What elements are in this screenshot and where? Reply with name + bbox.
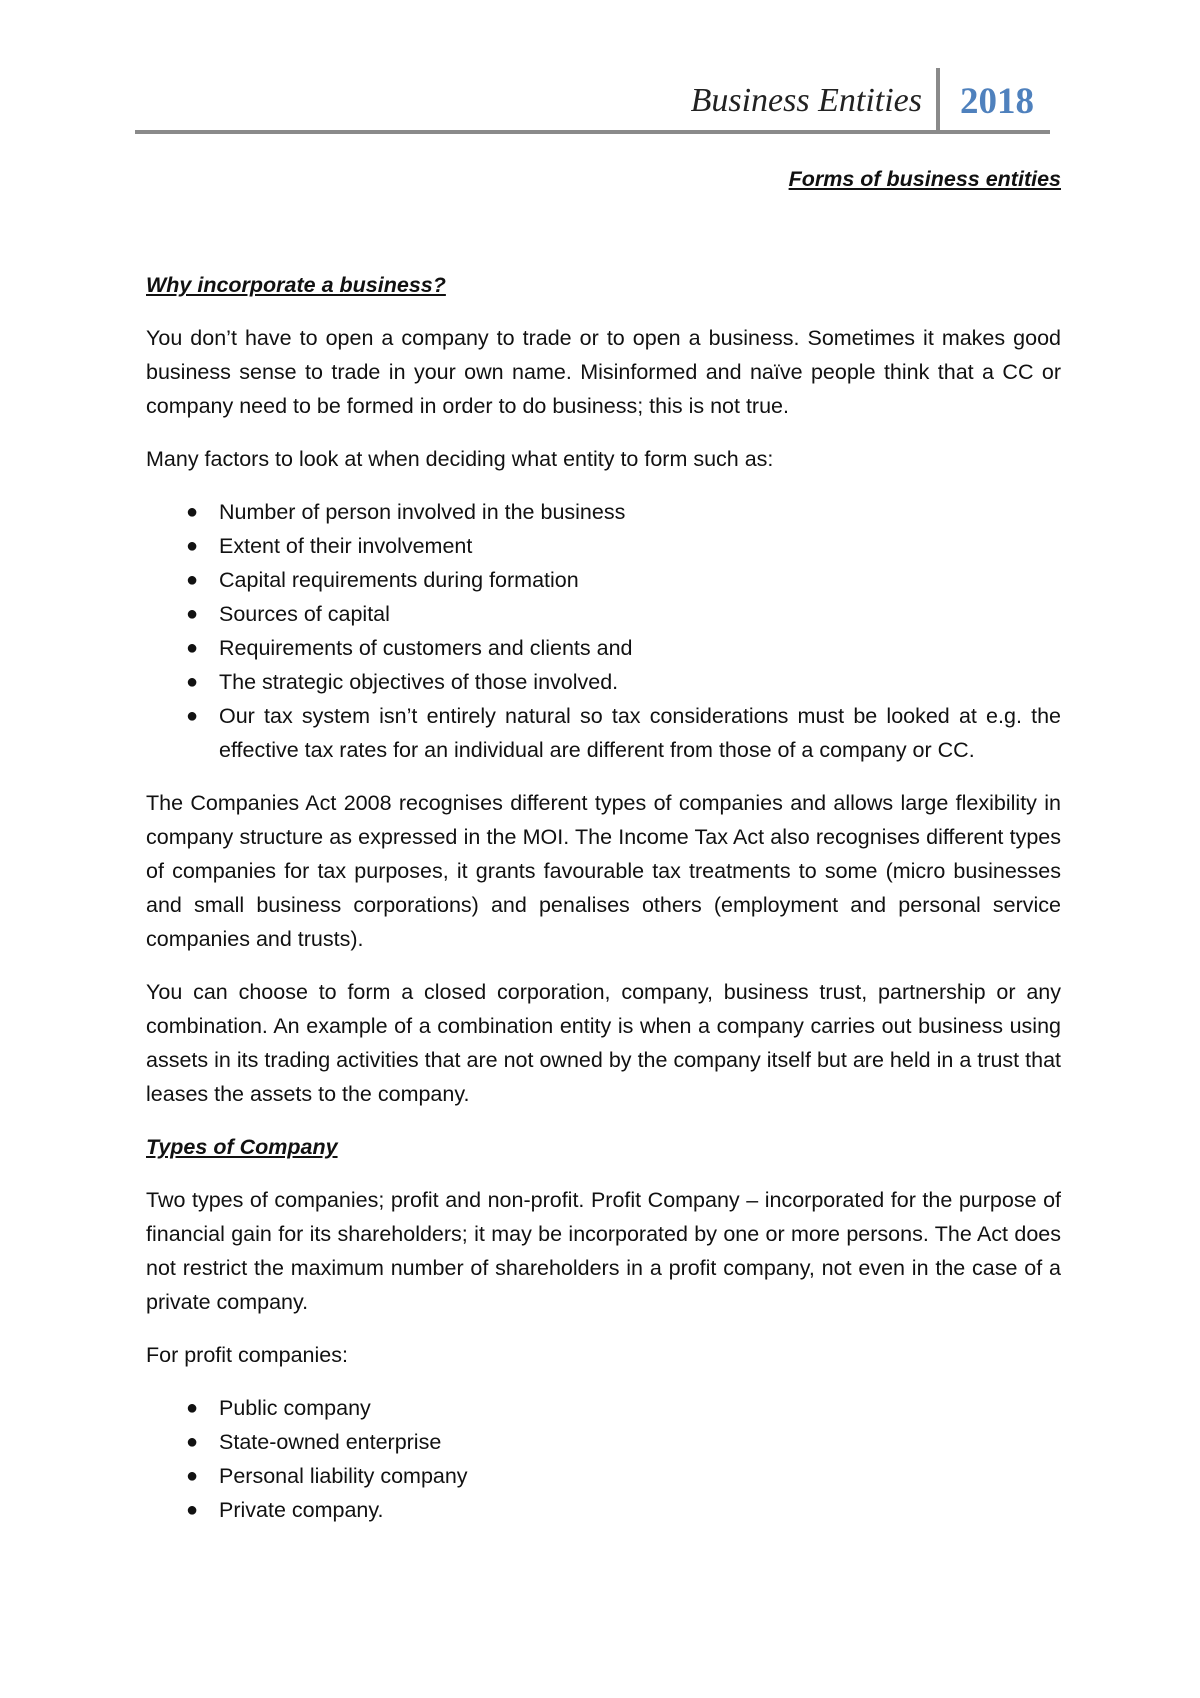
paragraph: The Companies Act 2008 recognises different types of companies and allows large flexibility in company structure as expressed in the MOI. The Income Tax Act also recognises different types of companies for tax purposes, it grants favourable tax treatments to some (micro businesses and small business corporations) and penalises others (employment and personal service companies and trusts). <box>146 791 1061 951</box>
bullet-icon: ● <box>186 637 199 659</box>
list-item-text: Public company <box>219 1396 371 1420</box>
list-item-text: Personal liability company <box>219 1464 468 1488</box>
bullet-icon: ● <box>186 603 199 625</box>
section-heading-types-of-company: Types of Company <box>146 1135 338 1159</box>
header-year: 2018 <box>960 81 1034 122</box>
list-item-text: Number of person involved in the business <box>219 500 626 524</box>
bullet-icon: ● <box>186 1465 199 1487</box>
list-item-text: Extent of their involvement <box>219 534 473 558</box>
list-item-text: The strategic objectives of those involved. <box>219 670 619 694</box>
list-item <box>146 495 1061 529</box>
document-title: Forms of business entities <box>788 167 1061 191</box>
list-item <box>146 699 1061 767</box>
bullet-icon: ● <box>186 705 199 727</box>
header-divider <box>936 68 940 130</box>
header-title: Business Entities <box>690 82 922 119</box>
bullet-icon: ● <box>186 671 199 693</box>
bullet-icon: ● <box>186 535 199 557</box>
list-item <box>146 1391 1061 1425</box>
paragraph: Two types of companies; profit and non-profit. Profit Company – incorporated for the purpose of financial gain for its shareholders; it may be incorporated by one or more persons. The Act does not restrict the maximum number of shareholders in a profit company, not even in the case of a private company. <box>146 1188 1061 1314</box>
page-header <box>135 68 1050 136</box>
paragraph: Many factors to look at when deciding what entity to form such as: <box>146 447 774 471</box>
list-item <box>146 1459 1061 1493</box>
list-item <box>146 665 1061 699</box>
list-item <box>146 1425 1061 1459</box>
list-item-text: Our tax system isn’t entirely natural so tax considerations must be looked at e.g. the effective tax rates for an individual are different from those of a company or CC. <box>219 704 1061 762</box>
list-item <box>146 597 1061 631</box>
list-item-text: Private company. <box>219 1498 384 1522</box>
bullet-icon: ● <box>186 569 199 591</box>
profit-company-types-list <box>146 1391 1061 1527</box>
paragraph: You don’t have to open a company to trade or to open a business. Sometimes it makes good business sense to trade in your own name. Misinformed and naïve people think that a CC or company need to be formed in order to do business; this is not true. <box>146 326 1061 418</box>
list-item-text: Capital requirements during formation <box>219 568 579 592</box>
bullet-icon: ● <box>186 1397 199 1419</box>
list-item-text: State-owned enterprise <box>219 1430 442 1454</box>
list-item <box>146 563 1061 597</box>
bullet-icon: ● <box>186 1431 199 1453</box>
paragraph: For profit companies: <box>146 1343 348 1367</box>
list-item-text: Requirements of customers and clients and <box>219 636 633 660</box>
bullet-icon: ● <box>186 501 199 523</box>
factors-list <box>146 495 1061 767</box>
list-item <box>146 1493 1061 1527</box>
header-rule <box>135 130 1050 134</box>
bullet-icon: ● <box>186 1499 199 1521</box>
list-item <box>146 631 1061 665</box>
section-heading-why-incorporate: Why incorporate a business? <box>146 273 446 297</box>
list-item <box>146 529 1061 563</box>
document-body <box>146 162 1061 1527</box>
paragraph: You can choose to form a closed corporation, company, business trust, partnership or any combination. An example of a combination entity is when a company carries out business using assets in its trading activities that are not owned by the company itself but are held in a trust that leases the assets to the company. <box>146 980 1061 1106</box>
list-item-text: Sources of capital <box>219 602 390 626</box>
